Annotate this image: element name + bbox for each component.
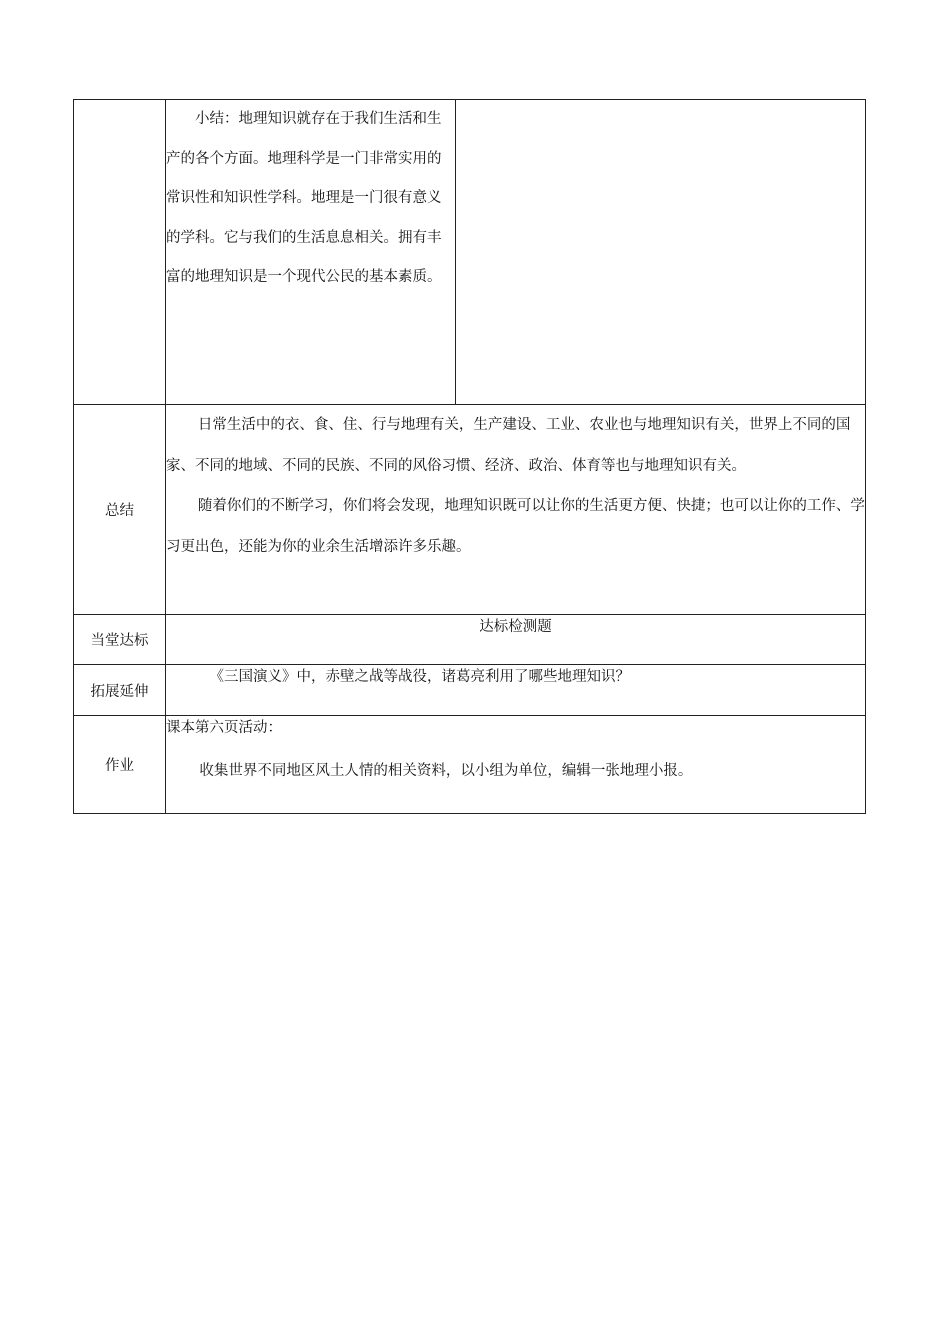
summary-text-cell <box>166 100 456 405</box>
homework-content <box>166 716 866 814</box>
summary-paragraph: 小结：地理知识就存在于我们生活和生产的各个方面。地理科学是一门非常实用的常识性和知识性学科。地理是一门很有意义的学科。它与我们的生活息息相关。拥有丰富的地理知识是一个现代公民的基本素质。 <box>166 111 442 285</box>
extension-label: 拓展延伸 <box>74 665 166 716</box>
test-row <box>74 615 866 665</box>
extension-row <box>74 665 866 716</box>
conclusion-row <box>74 405 866 615</box>
extension-content <box>166 665 866 716</box>
test-title: 达标检测题 <box>166 615 866 665</box>
homework-label: 作业 <box>74 716 166 814</box>
conclusion-content <box>166 405 866 615</box>
conclusion-paragraph-1: 日常生活中的衣、食、住、行与地理有关，生产建设、工业、农业也与地理知识有关，世界上不同的国家、不同的地域、不同的民族、不同的风俗习惯、经济、政治、体育等也与地理知识有关。 <box>166 417 851 474</box>
conclusion-paragraph-2: 随着你们的不断学习，你们将会发现，地理知识既可以让你的生活更方便、快捷；也可以让你的工作、学习更出色，还能为你的业余生活增添许多乐趣。 <box>166 498 865 555</box>
lesson-plan-table <box>73 99 866 814</box>
homework-line-1: 课本第六页活动： <box>166 720 282 736</box>
conclusion-label: 总结 <box>74 405 166 615</box>
summary-label-cell <box>74 100 166 405</box>
test-label: 当堂达标 <box>74 615 166 665</box>
summary-row <box>74 100 866 405</box>
summary-empty-cell <box>456 100 866 405</box>
homework-row <box>74 716 866 814</box>
extension-question: 《三国演义》中，赤壁之战等战役，诸葛亮利用了哪些地理知识？ <box>209 669 630 685</box>
homework-line-2: 收集世界不同地区风土人情的相关资料，以小组为单位，编辑一张地理小报。 <box>199 763 693 779</box>
